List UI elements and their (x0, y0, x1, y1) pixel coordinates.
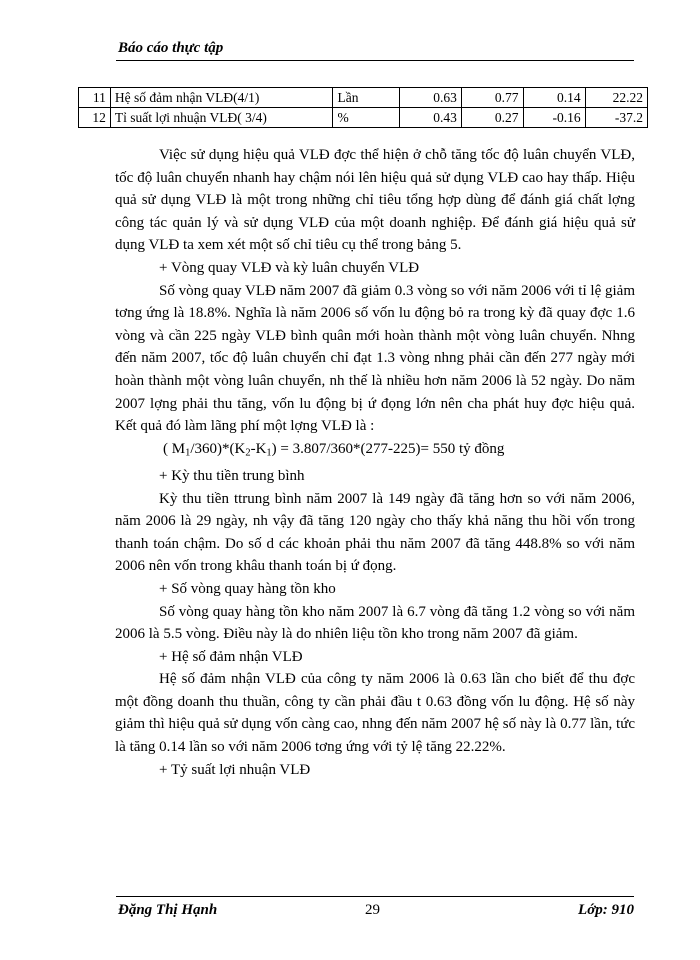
indicator-unit: % (333, 108, 400, 128)
footer-rule (116, 896, 634, 897)
footer-author: Đặng Thị Hạnh (118, 902, 218, 918)
indicator-name: Tỉ suất lợi nhuận VLĐ( 3/4) (110, 108, 333, 128)
indicator-table (78, 87, 648, 128)
table-row (79, 108, 648, 128)
heading-vlq-rotation: + Vòng quay VLĐ và kỳ luân chuyển VLĐ (159, 259, 420, 276)
indicator-name: Hệ số đảm nhận VLĐ(4/1) (110, 88, 333, 108)
row-number: 11 (79, 88, 111, 108)
heading-inventory-turnover: + Số vòng quay hàng tồn kho (159, 580, 336, 597)
footer-class: Lớp: 910 (578, 902, 634, 918)
body-text (115, 144, 635, 781)
value-difference: -0.16 (523, 108, 585, 128)
paragraph-rotation: Số vòng quay VLĐ năm 2007 đã giảm 0.3 vòng so với năm 2006 với tỉ lệ giảm tơng ứng là 18.8%. Nghĩa là năm 2006 số vốn lu động bỏ ra trong kỳ đã quay đợc 1.6 vòng và cần 225 ngày VLĐ bình quân mới hoàn thành một vòng luân chuyển. Nhng đến năm 2007, tốc độ luân chuyển chỉ đạt 1.3 vòng nhng phải cần đến 277 ngày mới hoàn thành một vòng luân chuyển, nh thế là nhiều hơn năm 2006 là 52 ngày. Do năm 2007 lợng phải thu tăng, vốn lu động bị ứ đọng lớn nên cha phát huy đợc hiệu quả. Kết quả đó làm lãng phí một lợng VLĐ là : (115, 282, 635, 435)
paragraph-working-capital-ratio: Hệ số đảm nhận VLĐ của công ty năm 2006 là 0.63 lần cho biết để thu đợc một đồng doanh thu thuần, công ty cần phải đầu t 0.63 đồng vốn lu động. Hệ số này giảm thì hiệu quả sử dụng vốn càng cao, nhng đến năm 2007 hệ số này là 0.77 lần, tức là tăng 0.14 lần so với năm 2006 tơng ứng với tỷ lệ tăng 22.22%. (115, 671, 635, 756)
value-percent: -37.2 (585, 108, 647, 128)
paragraph-intro: Việc sử dụng hiệu quả VLĐ đợc thể hiện ở chỗ tăng tốc độ luân chuyển VLĐ, tốc độ luân chuyển nhanh hay chậm nói lên hiệu quả sử dụng VLĐ cao hay thấp. Hiệu quả sử dụng VLĐ là một trong những chỉ tiêu tổng hợp dùng để đánh giá chất lợng công tác quản lý và sử dụng VLĐ của một doanh nghiệp. Để đánh giá hiệu quả sử dụng VLĐ ta xem xét một số chỉ tiêu cụ thể trong bảng 5. (115, 147, 635, 254)
paragraph-collection-period: Kỳ thu tiền ttrung bình năm 2007 là 149 ngày đã tăng hơn so với năm 2006, năm 2006 là 29 ngày, nh vậy đã tăng 120 ngày cho thấy khả năng thu hồi vốn trong thanh toán chậm. Do số d các khoản phải thu năm 2007 đã tăng 448.8% so với năm 2006 nên vốn trong khâu thanh toán bị ứ đọng. (115, 490, 635, 575)
value-percent: 22.22 (585, 88, 647, 108)
indicator-unit: Lần (333, 88, 400, 108)
value-2006: 0.43 (400, 108, 462, 128)
value-2007: 0.27 (461, 108, 523, 128)
page-number: 29 (365, 902, 380, 918)
table-row (79, 88, 648, 108)
formula-waste: ( $M_1/360)*(K_2-K_1) = 3.807/360*(277-225)= 550$ tỷ đồng (163, 440, 505, 459)
heading-profit-ratio: + Tỷ suất lợi nhuận VLĐ (159, 761, 311, 778)
value-difference: 0.14 (523, 88, 585, 108)
heading-working-capital-ratio: + Hệ số đảm nhận VLĐ (159, 648, 303, 665)
header-rule (116, 60, 634, 61)
value-2007: 0.77 (461, 88, 523, 108)
row-number: 12 (79, 108, 111, 128)
paragraph-inventory-turnover: Số vòng quay hàng tồn kho năm 2007 là 6.7 vòng đã tăng 1.2 vòng so với năm 2006 là 5.5 vòng. Điều này là do nhiên liệu tồn kho trong năm 2007 đã giảm. (115, 603, 635, 643)
value-2006: 0.63 (400, 88, 462, 108)
header-title: Báo cáo thực tập (118, 40, 224, 56)
heading-collection-period: + Kỳ thu tiền trung bình (159, 467, 305, 484)
